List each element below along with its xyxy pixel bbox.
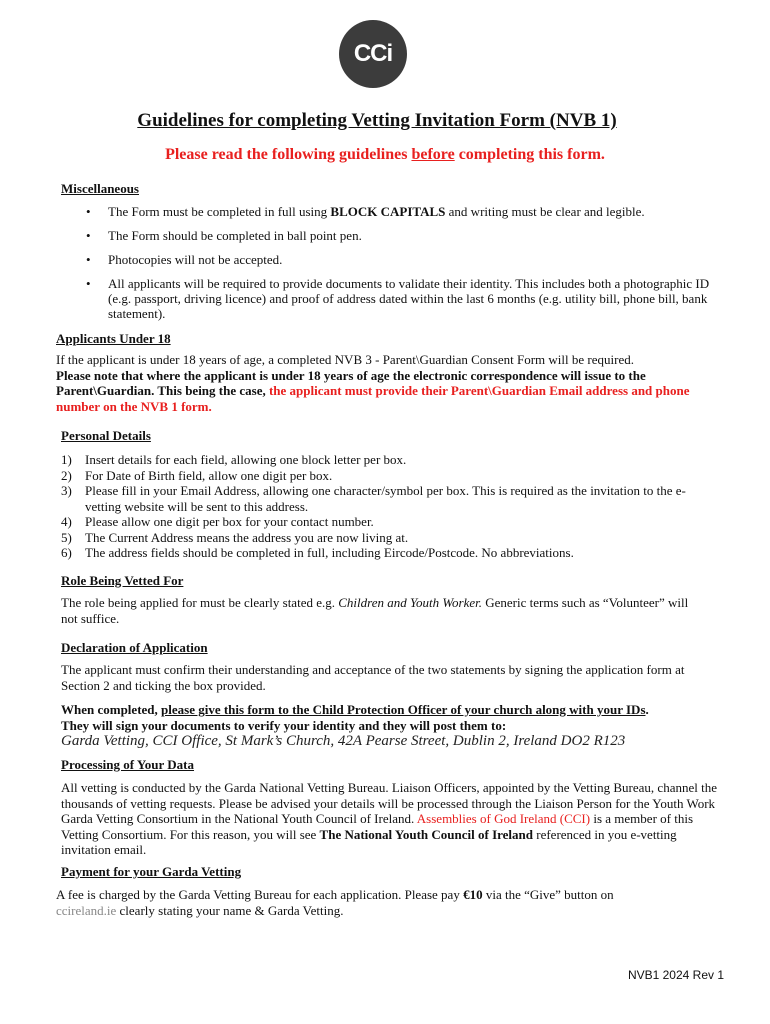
heading-processing: Processing of Your Data: [61, 757, 195, 772]
heading-declaration: Declaration of Application: [61, 640, 208, 655]
subtitle-pre: Please read the following guidelines: [165, 146, 412, 163]
list-item: 6) The address fields should be completed in full, including Eircode/Postcode. No abbreviations.: [61, 545, 574, 560]
heading-role-vetted: Role Being Vetted For: [61, 573, 184, 588]
heading-applicants-under-18: Applicants Under 18: [56, 331, 171, 346]
list-item: • The Form must be completed in full using BLOCK CAPITALS and writing must be clear and legible.: [86, 204, 645, 219]
list-item: 1) Insert details for each field, allowing one block letter per box.: [61, 452, 407, 467]
subtitle-underlined: before: [411, 146, 455, 163]
personal-details-list: [61, 452, 721, 561]
list-item: 3) Please fill in your Email Address, allowing one character/symbol per box. This is required as the invitation to the e-vetting website will be sent to this address.: [61, 483, 686, 514]
declaration-text: The applicant must confirm their understanding and acceptance of the two statements by signing the application form at Section 2 and ticking the box provided.: [61, 662, 685, 693]
list-item: 5) The Current Address means the address you are now living at.: [61, 529, 409, 545]
list-item: • The Form should be completed in ball point pen.: [86, 228, 362, 243]
cci-logo: [339, 20, 407, 88]
heading-miscellaneous: Miscellaneous: [61, 181, 139, 196]
page-title: Guidelines for completing Vetting Invitation Form (NVB 1): [137, 110, 617, 131]
processing-text: All vetting is conducted by the Garda National Vetting Bureau. Liaison Officers, appointed by the Vetting Bureau, channel the thousands of vetting requests. Please be advised your details will be processed through the Liaison Person for the Youth Work Garda Vetting Consortium in the National Youth Council of Ireland. Assemblies of God Ireland (CCI) is a member of this Vetting Consortium. For this reason, you will see The National Youth Council of Ireland referenced in you e-vetting invitation email.: [61, 780, 717, 857]
list-item: 2) For Date of Birth field, allow one digit per box.: [61, 467, 333, 483]
role-text: The role being applied for must be clearly stated e.g. Children and Youth Worker. Generic terms such as “Volunteer” will not suffice.: [61, 595, 689, 626]
heading-personal-details: Personal Details: [61, 428, 151, 443]
misc-bullet-list: [86, 204, 726, 330]
ccireland-link[interactable]: ccireland.ie: [56, 902, 117, 918]
postal-address: Garda Vetting, CCI Office, St Mark’s Church, 42A Pearse Street, Dublin 2, Ireland DO2 R123: [61, 733, 626, 749]
list-item: • Photocopies will not be accepted.: [86, 252, 283, 267]
heading-payment: Payment for your Garda Vetting: [61, 864, 242, 879]
subtitle-post: completing this form.: [454, 146, 605, 163]
page-subtitle: [0, 146, 770, 164]
under18-text: If the applicant is under 18 years of age, a completed NVB 3 - Parent\Guardian Consent Form will be required. Please note that where the applicant is under 18 years of age the electronic correspondence will issue to the Parent\Guardian. This being the case, the applicant must provide their Parent\Guardian Email address and phone number on the NVB 1 form.: [56, 352, 690, 414]
list-item: • All applicants will be required to provide documents to validate their identity. This includes both a photographic ID (e.g. passport, driving licence) and proof of address dated within the last 6 months (e.g. utility bill, phone bill, bank statement).: [86, 276, 710, 321]
payment-text: A fee is charged by the Garda Vetting Bureau for each application. Please pay €10 via the “Give” button on ccireland.ie clearly stating your name & Garda Vetting.: [56, 887, 614, 918]
document-footer: NVB1 2024 Rev 1: [627, 968, 724, 982]
when-completed-text: When completed, please give this form to the Child Protection Officer of your church along with your IDs. They will sign your documents to verify your identity and they will post them to:: [61, 702, 649, 733]
logo-text: CCi: [353, 40, 393, 67]
list-item: 4) Please allow one digit per box for your contact number.: [61, 514, 374, 529]
